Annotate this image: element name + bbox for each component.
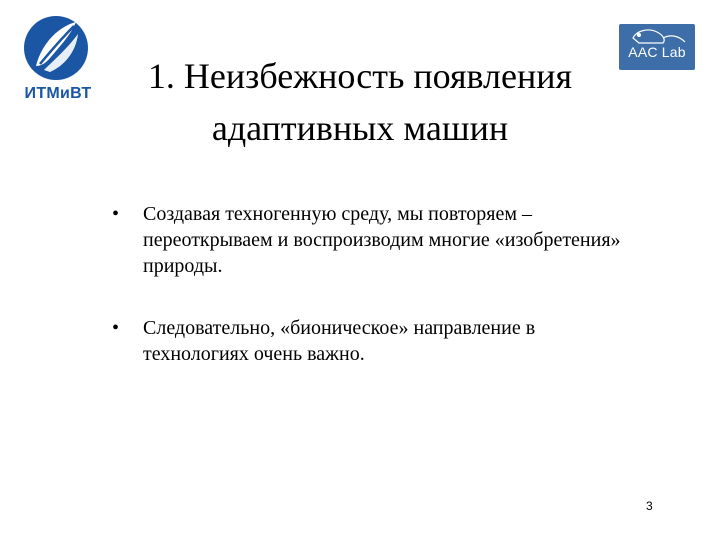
bullet-marker: • [112,203,120,225]
page-number: 3 [646,499,653,513]
bullet-item [112,315,632,367]
bullet-text: Создавая техногенную среду, мы повторяем – переоткрываем и воспроизводим многие «изобретения» природы. [143,203,621,277]
aac-lab-logo [619,24,695,70]
itmivt-emblem-icon [16,12,100,84]
bullet-list [112,201,632,403]
aac-lab-logo-text: AAC Lab [628,44,686,60]
bullet-item [112,201,632,279]
slide-title-line-1: 1. Неизбежность появления [147,56,573,96]
itmivt-logo-text: ИТМиВТ [24,85,92,102]
bullet-text: Следовательно, «бионическое» направление в технологиях очень важно. [143,317,536,365]
slide-title-line-2: адаптивных машин [211,108,509,148]
slide-title [108,50,612,154]
bullet-marker: • [112,317,120,339]
itmivt-logo [16,12,100,108]
